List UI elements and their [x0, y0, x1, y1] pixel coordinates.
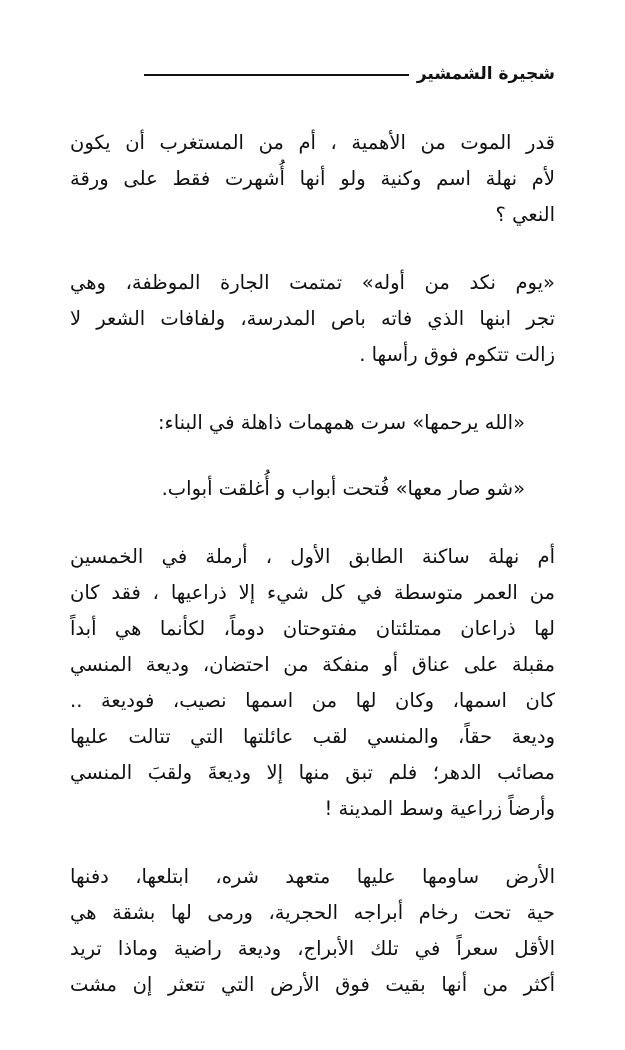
- paragraph: [70, 265, 555, 373]
- text-line: حية تحت رخام أبراجه الحجرية، ورمى لها بشقة هي: [70, 901, 555, 924]
- text-line: قدر الموت من الأهمية ، أم من المستغرب أن يكون: [70, 131, 555, 154]
- paragraph-gap: [70, 233, 555, 265]
- paragraph: [70, 405, 555, 441]
- paragraph: [70, 859, 555, 1003]
- dialogue-line: «الله يرحمها» سرت همهمات ذاهلة في البناء:: [157, 411, 525, 434]
- header-rule: [144, 74, 409, 76]
- paragraph-gap: [70, 507, 555, 539]
- book-title: شجيرة الشمشير: [416, 64, 555, 84]
- paragraph: [70, 539, 555, 827]
- paragraph-gap: [70, 827, 555, 859]
- paragraph-gap: [70, 441, 555, 471]
- text-line: لأم نهلة اسم وكنية ولو أنها أُشهرت فقط على ورقة: [70, 167, 555, 190]
- text-line: أم نهلة ساكنة الطابق الأول ، أرملة في الخمسين: [70, 545, 555, 568]
- text-line: وأرضاً زراعية وسط المدينة !: [324, 797, 555, 820]
- text-line: مصائب الدهر؛ فلم تبق منها إلا وديعةَ ولقبَ المنسي: [70, 761, 555, 784]
- paragraph: [70, 125, 555, 233]
- text-line: من العمر متوسطة في كل شيء إلا ذراعيها ، فقد كان: [70, 581, 555, 604]
- paragraph-gap: [70, 373, 555, 405]
- text-line: كان اسمها، وكان لها من اسمها نصيب، فوديعة ..: [70, 689, 555, 712]
- text-line: تجر ابنها الذي فاته باص المدرسة، ولفافات الشعر لا: [70, 307, 555, 330]
- text-line: زالت تتكوم فوق رأسها .: [359, 343, 555, 366]
- paragraph: [70, 471, 555, 507]
- text-line: النعي ؟: [495, 203, 555, 226]
- text-line: أكثر من أنها بقيت فوق الأرض التي تتعثر إن مشت: [70, 973, 555, 996]
- running-header: [144, 62, 555, 86]
- dialogue-line: «شو صار معها» فُتحت أبواب و أُغلقت أبواب.: [161, 477, 525, 500]
- text-line: وديعة حقاً، والمنسي لقب عائلتها التي تتالت عليها: [70, 725, 555, 748]
- text-line: لها ذراعان ممتلئتان مفتوحتان دوماً، لكأنما هي أبداً: [70, 617, 555, 640]
- text-line: الأقل سعراً في تلك الأبراج، وديعة راضية وماذا تريد: [70, 937, 555, 960]
- body-text: [70, 125, 555, 1003]
- text-line: مقبلة على عناق أو منفكة من احتضان، وديعة المنسي: [70, 653, 555, 676]
- text-line: الأرض ساومها عليها متعهد شره، ابتلعها، دفنها: [70, 865, 555, 888]
- text-line: «يوم نكد من أوله» تمتمت الجارة الموظفة، وهي: [70, 271, 555, 294]
